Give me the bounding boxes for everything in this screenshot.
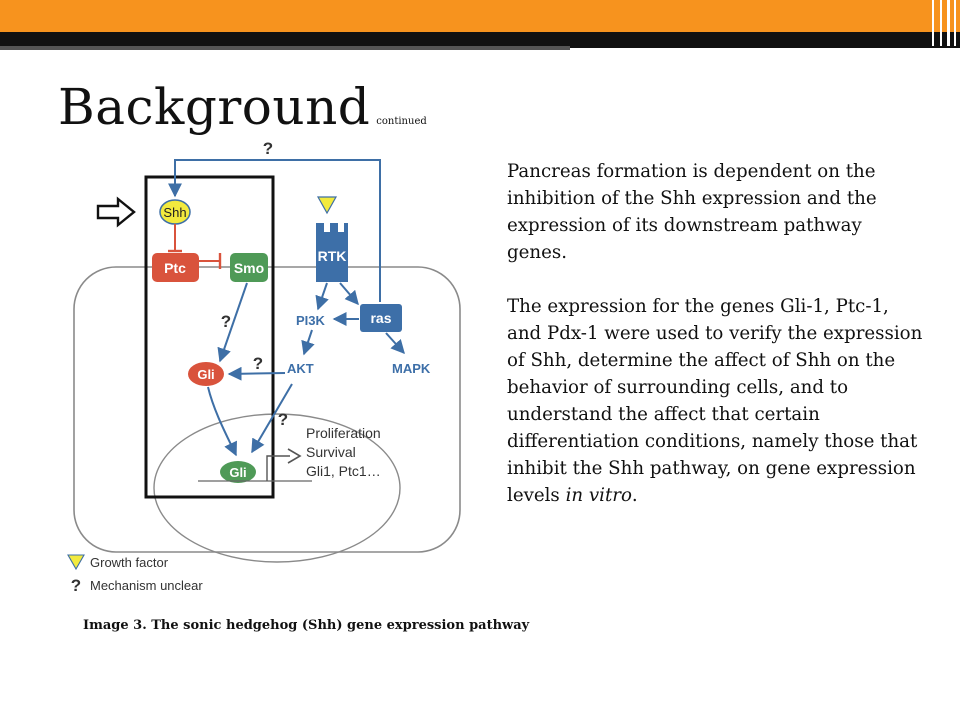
question-mark-smo-gli: ?: [220, 312, 232, 331]
slide-title: [58, 78, 427, 136]
header-underline: [0, 46, 570, 50]
body-paragraph-2-end: .: [631, 485, 638, 506]
pi3k-label: PI3K: [296, 313, 325, 328]
ras-label: ras: [370, 310, 392, 326]
rtk-pi3k-arrow: [318, 283, 327, 309]
mapk-label: MAPK: [392, 361, 431, 376]
header-stripe: [947, 0, 950, 46]
rtk-label: RTK: [317, 248, 347, 264]
body-paragraph-2-main: The expression for the genes Gli-1, Ptc-1, and Pdx-1 were used to verify the expression of Shh, determine the affect of Shh on the behavior of surrounding cells, and to understand the affect that certain differentiation conditions, namely those that inhibit the Shh pathway, on gene expression levels: [507, 296, 923, 506]
outcome-genes: Gli1, Ptc1…: [306, 463, 381, 479]
ras-mapk-arrow: [386, 333, 404, 353]
header-stripe: [940, 0, 942, 46]
shh-pathway-diagram: [0, 140, 500, 610]
legend-mechanism-unclear-label: Mechanism unclear: [90, 578, 203, 593]
header-stripes: [0, 0, 960, 50]
gli-nucleus-arrow: [208, 387, 236, 455]
pi3k-akt-arrow: [304, 330, 312, 354]
legend-question-icon: ?: [70, 576, 82, 595]
promoter-line: [267, 456, 290, 481]
outcome-proliferation: Proliferation: [306, 425, 381, 441]
smo-label: Smo: [233, 260, 265, 276]
legend-growth-factor-label: Growth factor: [90, 555, 169, 570]
shh-label: Shh: [163, 205, 187, 220]
cell-membrane: [74, 267, 460, 552]
akt-label: AKT: [287, 361, 314, 376]
body-text: [507, 158, 927, 509]
slide-title-main: Background: [58, 78, 371, 136]
body-paragraph-2: [507, 293, 927, 509]
rtk-ras-arrow: [340, 283, 358, 304]
slide-title-subtitle: continued: [376, 116, 427, 127]
outcome-survival: Survival: [306, 444, 356, 460]
figure-caption: Image 3. The sonic hedgehog (Shh) gene expression pathway: [83, 618, 530, 633]
question-mark-akt-gli: ?: [252, 354, 264, 373]
ptc-label: Ptc: [164, 260, 186, 276]
question-mark-top: ?: [262, 140, 274, 158]
body-paragraph-2-italic: in vitro: [565, 485, 632, 506]
akt-gli-arrow: [229, 373, 285, 374]
gli-nucleus-label: Gli: [229, 465, 247, 480]
header-stripe: [932, 0, 934, 46]
feedback-arrow: [175, 160, 380, 302]
question-mark-akt-nucleus: ?: [277, 410, 289, 429]
gli-cytoplasm-label: Gli: [197, 367, 215, 382]
header-stripe: [954, 0, 956, 46]
pointer-arrow-icon: [98, 199, 134, 225]
legend-growth-factor-icon: [68, 555, 84, 569]
growth-factor-icon: [318, 197, 336, 213]
body-paragraph-1: Pancreas formation is dependent on the inhibition of the Shh expression and the expression of its downstream pathway genes.: [507, 161, 877, 263]
